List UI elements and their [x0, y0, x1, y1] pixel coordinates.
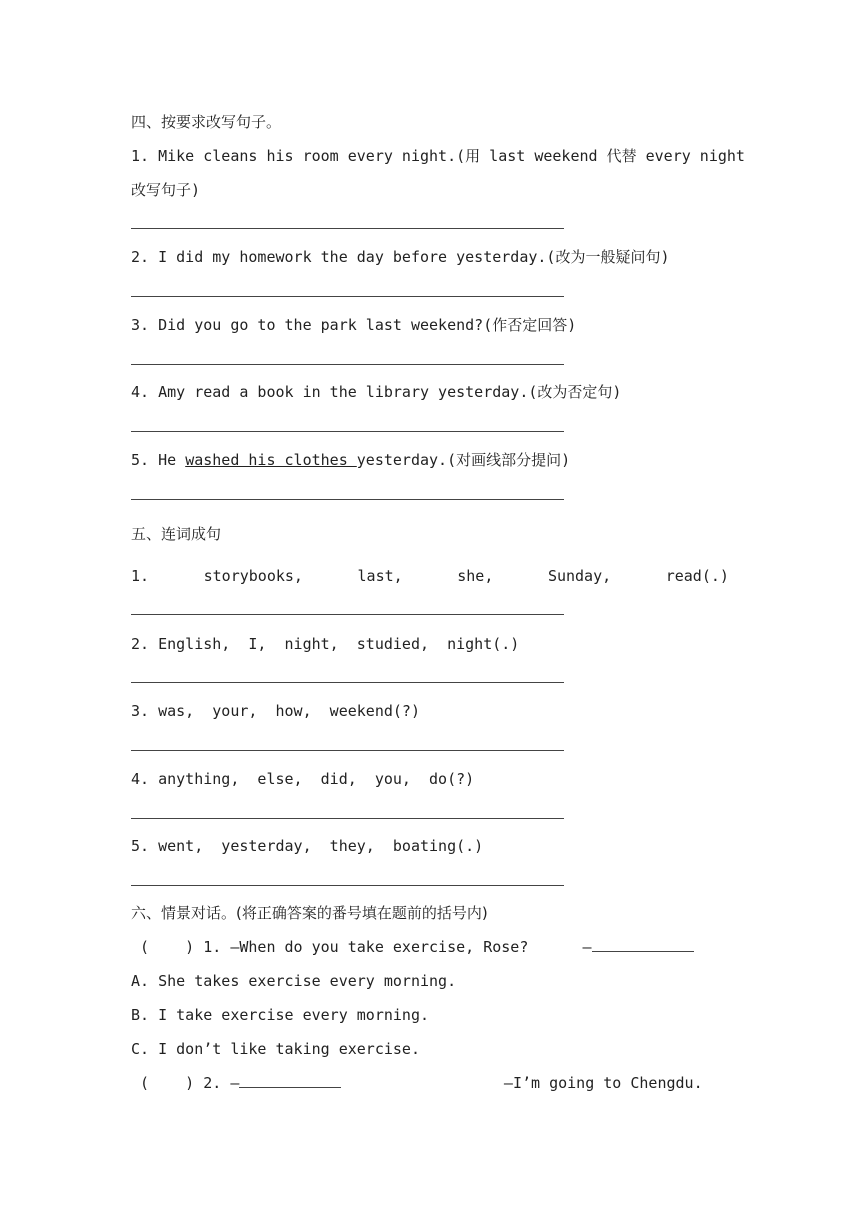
section-6-title: 六、情景对话。(将正确答案的番号填在题前的括号内)	[131, 904, 488, 922]
answer-line[interactable]	[131, 818, 564, 819]
s5-question-3: 3. was, your, how, weekend(?)	[131, 702, 420, 720]
section-5-title: 五、连词成句	[131, 525, 222, 543]
answer-line[interactable]	[131, 499, 564, 500]
q5-suffix: yesterday.(对画线部分提问)	[356, 451, 571, 469]
option-c: C. I don’t like taking exercise.	[131, 1040, 420, 1058]
word: last,	[357, 567, 403, 585]
s6-question-1	[131, 937, 694, 957]
answer-line[interactable]	[131, 885, 564, 886]
word: Sunday,	[547, 567, 612, 585]
s4-question-1-line1: 1. Mike cleans his room every night.(用 last weekend 代替 every night	[131, 147, 745, 165]
word: read(.)	[665, 567, 729, 585]
s5-question-2: 2. English, I, night, studied, night(.)	[131, 635, 520, 653]
s4-question-2: 2. I did my homework the day before yesterday.(改为一般疑问句)	[131, 248, 670, 266]
dialog-blank[interactable]	[592, 937, 694, 952]
answer-paren[interactable]: ( )	[131, 938, 204, 956]
word: 1.	[131, 567, 150, 585]
s4-question-3: 3. Did you go to the park last weekend?(作否定回答)	[131, 316, 577, 334]
s4-question-5	[131, 450, 570, 470]
s5-question-1	[131, 566, 729, 586]
s5-question-4: 4. anything, else, did, you, do(?)	[131, 770, 475, 788]
s5-question-5: 5. went, yesterday, they, boating(.)	[131, 837, 484, 855]
answer-paren[interactable]: ( )	[131, 1074, 204, 1092]
word: she,	[457, 567, 494, 585]
answer-line[interactable]	[131, 431, 564, 432]
q2-text: 2. —	[203, 1074, 240, 1092]
option-a: A. She takes exercise every morning.	[131, 972, 457, 990]
dialog-blank[interactable]	[239, 1073, 341, 1088]
s4-question-4: 4. Amy read a book in the library yesterday.(改为否定句)	[131, 383, 622, 401]
q2-answer: —I’m going to Chengdu.	[341, 1074, 703, 1092]
answer-line[interactable]	[131, 750, 564, 751]
answer-line[interactable]	[131, 682, 564, 683]
s4-question-1-line2: 改写句子)	[131, 181, 201, 199]
q5-prefix: 5. He	[131, 451, 186, 469]
q5-underlined-phrase: washed his clothes	[185, 451, 357, 469]
s6-question-2	[131, 1073, 703, 1093]
word: storybooks,	[203, 567, 303, 585]
answer-line[interactable]	[131, 614, 564, 615]
section-4-title: 四、按要求改写句子。	[131, 113, 282, 131]
answer-line[interactable]	[131, 296, 564, 297]
answer-line[interactable]	[131, 228, 564, 229]
q1-text: 1. —When do you take exercise, Rose? —	[203, 938, 592, 956]
answer-line[interactable]	[131, 364, 564, 365]
option-b: B. I take exercise every morning.	[131, 1006, 430, 1024]
